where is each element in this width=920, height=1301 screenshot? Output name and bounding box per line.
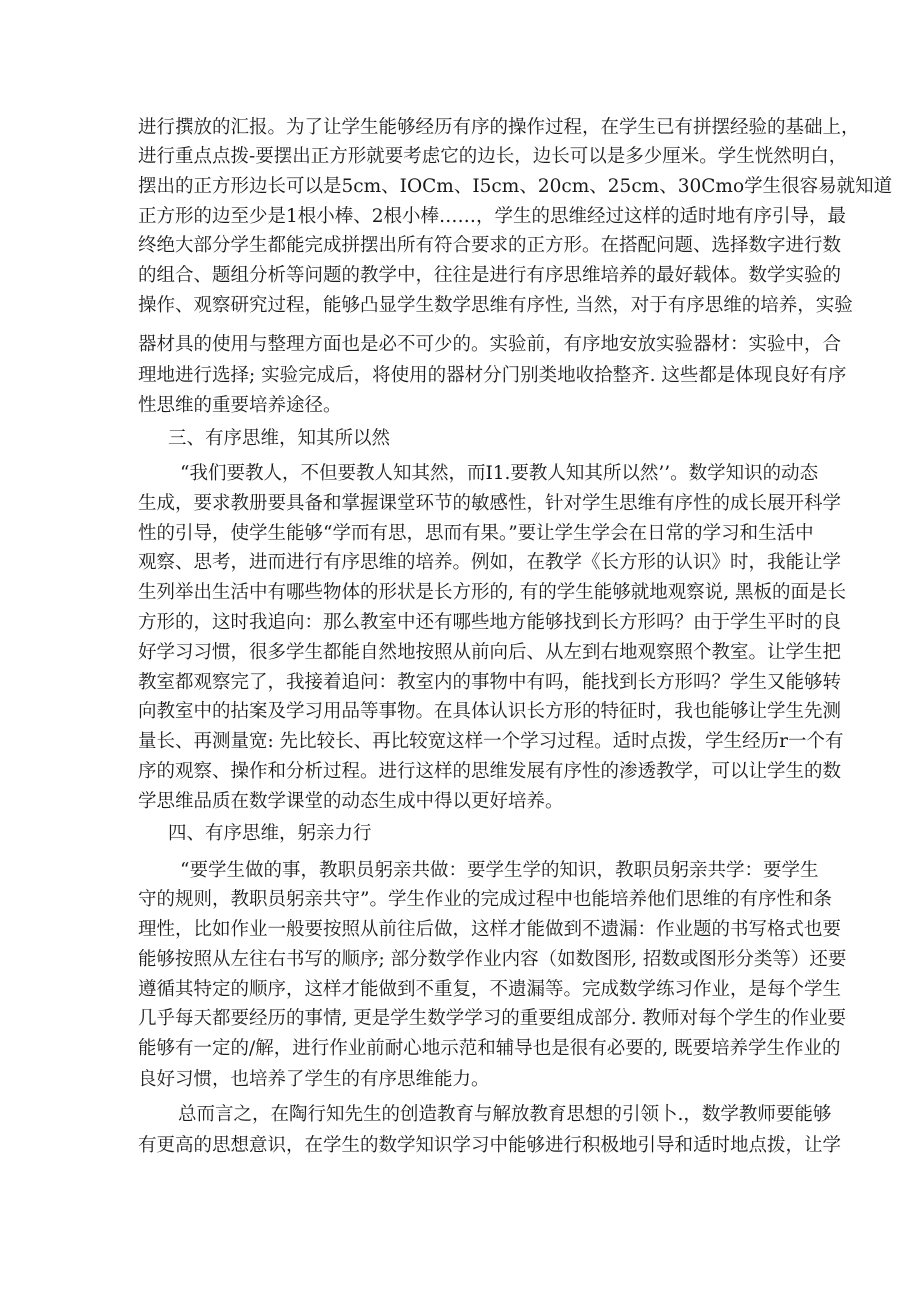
text-line: 理地进行选择; 实验完成后，将使用的器材分门别类地收拾整齐. 这些都是体现良好有序 <box>138 365 847 386</box>
text-line: 方形的，这时我追向：那么教室中还有哪些地方能够找到长方形吗？由于学生平时的良 <box>138 612 842 633</box>
text-line: 终绝大部分学生都能完成拼摆出所有符合要求的正方形。在搭配问题、选择数字进行数 <box>138 235 842 256</box>
text-line: 能够按照从左往右书写的顺序; 部分数学作业内容（如数图形, 招数或图形分类等）还要 <box>138 949 847 970</box>
text-line: 守的规则，教职员躬亲共守”。学生作业的完成过程中也能培养他们思维的有序性和条 <box>138 889 832 910</box>
section-heading-3: 三、有序思维，知其所以然 <box>168 428 391 449</box>
text-line: 好学习习惯，很多学生都能自然地按照从前向后、从左到右地观察照个教室。让学生把 <box>138 642 842 663</box>
text-line: 良好习惯，也培养了学生的有序思维能力。 <box>138 1069 490 1090</box>
text-line: 教室都观察完了，我接着追问：教室内的事物中有吗，能找到长方形吗？学生又能够转 <box>138 672 842 693</box>
text-line: 生列举出生活中有哪些物体的形状是长方形的, 有的学生能够就地观察说, 黑板的面是长 <box>138 582 847 603</box>
text-line: 操作、观察研究过程，能够凸显学生数学思维有序性, 当然，对于有序思维的培养，实验 <box>138 295 853 316</box>
text-line: 的组合、题组分析等问题的教学中，往往是进行有序思维培养的最好载体。数学实验的 <box>138 265 842 286</box>
text-line: 遵循其特定的顺序，这样才能做到不重复，不遗漏等。完成数学练习作业，是每个学生 <box>138 979 842 1000</box>
section-heading-4: 四、有序思维，躬亲力行 <box>168 823 372 844</box>
text-line: 器材具的使用与整理方面也是必不可少的。实验前，有序地安放实验器材：实验中，合 <box>138 334 842 355</box>
text-line: 几乎每天都要经历的事情, 更是学生数学学习的重要组成部分. 教师对每个学生的作业要 <box>138 1008 847 1029</box>
text-line: “我们要教人，不但要教人知其然，而I1.要教人知其所以然’’。数学知识的动态 <box>180 463 819 484</box>
text-line: 观察、思考，进而进行有序思维的培养。例如，在教学《长方形的认识》时，我能让学 <box>138 552 842 573</box>
text-line: “要学生做的事，教职员躬亲共做：要学生学的知识，教职员躬亲共学：要学生 <box>180 860 819 881</box>
text-line: 性的引导，使学生能够“学而有思，思而有果。”要让学生学会在日常的学习和生活中 <box>138 523 814 544</box>
text-line: 正方形的边至少是1根小棒、2根小棒……，学生的思维经过这样的适时地有序引导，最 <box>138 206 847 227</box>
text-line: 量长、再测量宽: 先比较长、再比较宽这样一个学习过程。适时点拨，学生经历r一个有 <box>138 731 844 752</box>
text-line: 进行重点点拨-要摆出正方形就要考虑它的边长，边长可以是多少厘米。学生恍然明白， <box>138 146 848 167</box>
text-line: 理性，比如作业一般要按照从前往后做，这样才能做到不遗漏：作业题的书写格式也要 <box>138 919 842 940</box>
text-line: 序的观察、操作和分析过程。进行这样的思维发展有序性的渗透教学，可以让学生的数 <box>138 761 842 782</box>
text-line: 向教室中的拈案及学习用品等事物。在具体认识长方形的特征时，我也能够让学生先测 <box>138 701 842 722</box>
text-line: 学思维品质在数学课堂的动态生成中得以更好培养。 <box>138 791 564 812</box>
text-line: 能够有一定的/解，进行作业前耐心地示范和辅导也是很有必要的, 既要培养学生作业的 <box>138 1038 841 1059</box>
text-line: 性思维的重要培养途径。 <box>138 395 342 416</box>
text-line: 生成，要求教册要具备和掌握课堂环节的敏感性，针对学生思维有序性的成长展开科学 <box>138 493 842 514</box>
text-line: 进行撰放的汇报。为了让学生能够经历有序的操作过程，在学生已有拼摆经验的基础上， <box>138 117 860 138</box>
text-line: 摆出的正方形边长可以是5cm、IOCm、I5cm、20cm、25cm、30Cmo学生很容易就知道 <box>138 176 893 197</box>
text-line: 有更高的思想意识，在学生的数学知识学习中能够进行积极地引导和适时地点拨，让学 <box>138 1135 842 1156</box>
text-line: 总而言之，在陶行知先生的创造教育与解放教育思想的引领卜.，数学教师要能够 <box>178 1104 832 1125</box>
